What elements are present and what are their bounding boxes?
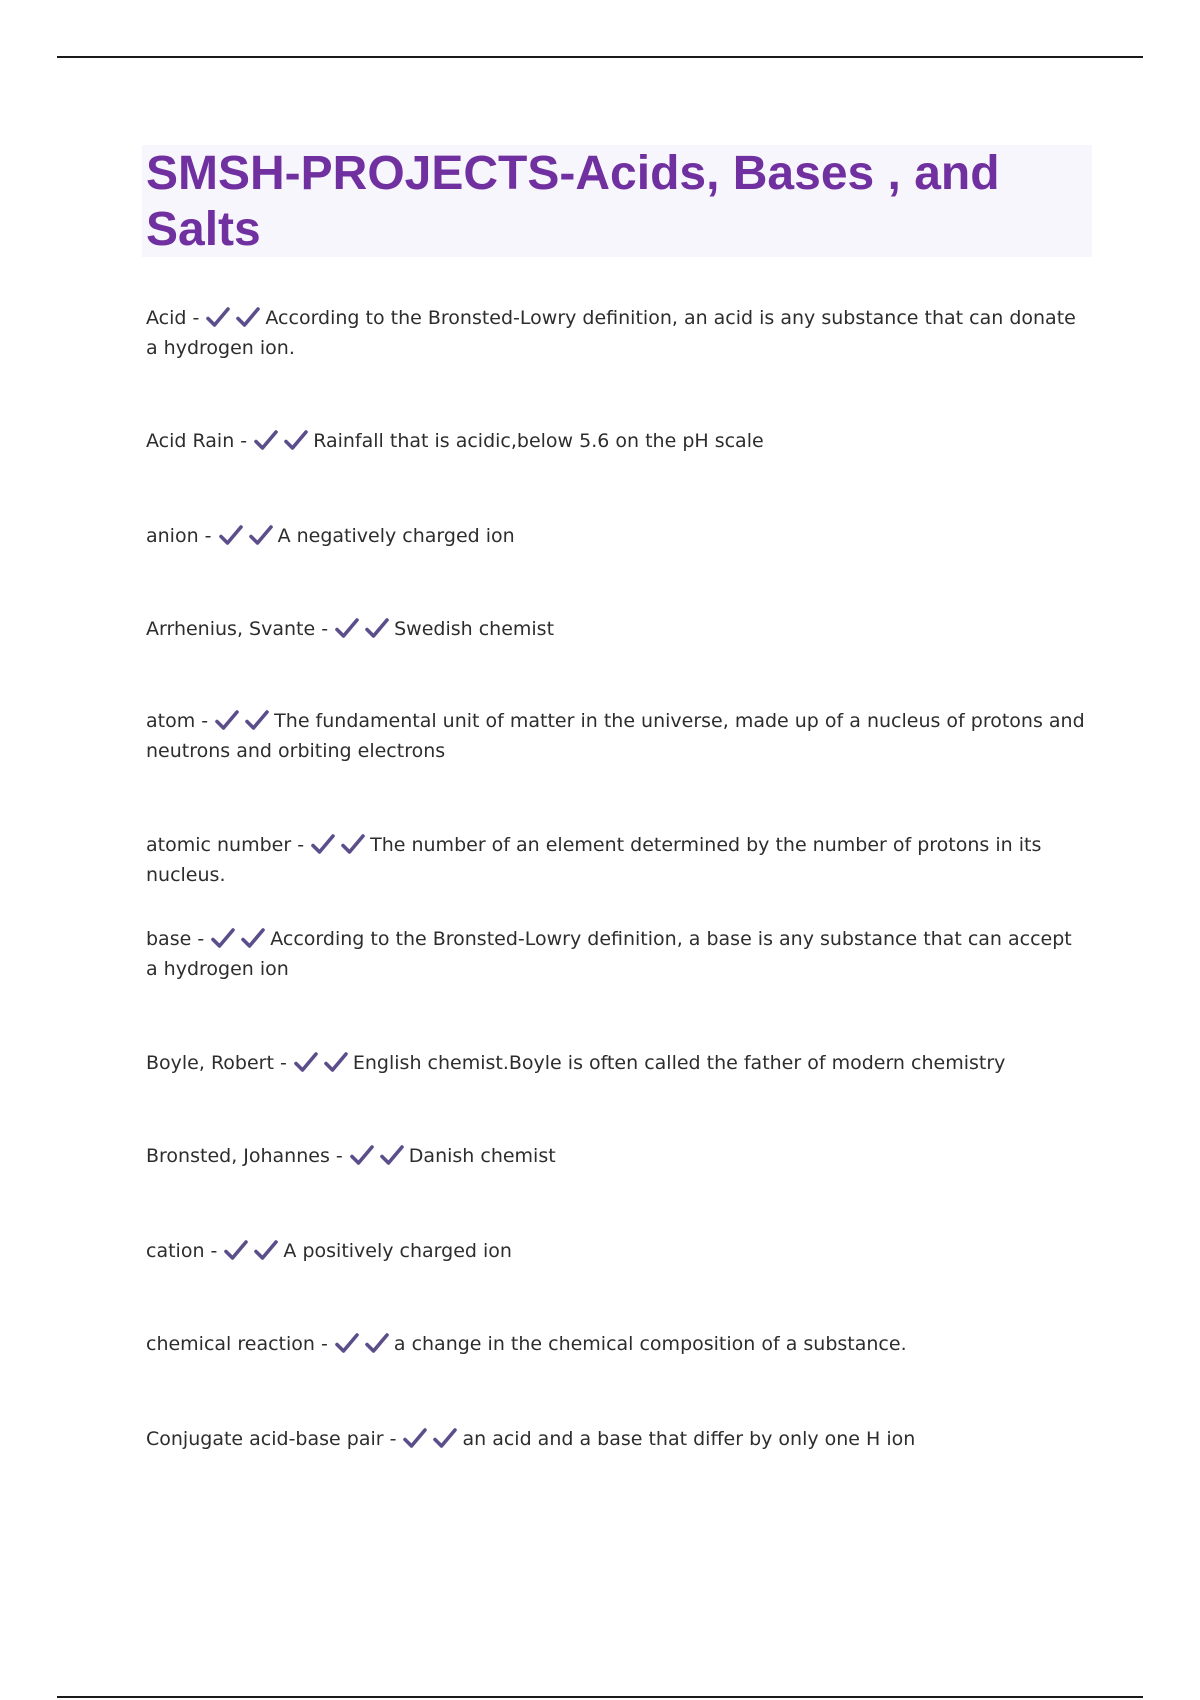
checkmark-icon (248, 524, 274, 546)
page-title: SMSH-PROJECTS-Acids, Bases , and Salts (146, 147, 1000, 256)
checkmark-icon (218, 524, 244, 546)
entry-definition: A negatively charged ion (277, 525, 515, 547)
entry-separator: - (314, 1333, 334, 1355)
entry-separator: - (186, 307, 206, 329)
entry-definition: According to the Bronsted-Lowry definition, an acid is any substance that can donate a hydrogen ion. (146, 307, 1076, 359)
checkmark-icon (364, 1332, 390, 1354)
checkmark-icon (364, 617, 390, 639)
checkmark-icon (214, 709, 240, 731)
entry-definition: A positively charged ion (283, 1240, 512, 1262)
entry-term: atom (146, 710, 196, 732)
checkmark-icon (223, 1239, 249, 1261)
entry-term: anion (146, 525, 199, 547)
entry-term: Acid Rain (146, 430, 235, 452)
entry-arrhenius (146, 614, 1086, 644)
entry-separator: - (234, 430, 254, 452)
entry-definition: Rainfall that is acidic,below 5.6 on the pH scale (313, 430, 764, 452)
checkmark-icon (283, 429, 309, 451)
checkmark-icon (323, 1051, 349, 1073)
checkmark-icon (235, 306, 261, 328)
checkmark-icon (310, 833, 336, 855)
entry-anion (146, 521, 1086, 551)
entry-definition: a change in the chemical composition of a substance. (393, 1333, 907, 1355)
entry-definition: The number of an element determined by the number of protons in its nucleus. (146, 834, 1042, 886)
checkmark-icon (349, 1144, 375, 1166)
checkmark-icon (205, 306, 231, 328)
entry-separator: - (315, 618, 335, 640)
entry-term: base (146, 928, 192, 950)
entry-term: cation (146, 1240, 205, 1262)
entry-separator: - (191, 928, 211, 950)
entry-chemical-reaction (146, 1329, 1086, 1359)
entry-term: chemical reaction (146, 1333, 315, 1355)
entry-definition: English chemist.Boyle is often called the father of modern chemistry (352, 1052, 1006, 1074)
checkmark-icon (210, 927, 236, 949)
entry-definition: Swedish chemist (394, 618, 555, 640)
entry-separator: - (195, 710, 215, 732)
entry-term: atomic number (146, 834, 292, 856)
entry-term: Boyle, Robert (146, 1052, 274, 1074)
entry-term: Arrhenius, Svante (146, 618, 316, 640)
entry-atomic-number (146, 830, 1086, 890)
entry-term: Conjugate acid-base pair (146, 1428, 384, 1450)
bottom-rule (57, 1696, 1143, 1698)
checkmark-icon (293, 1051, 319, 1073)
checkmark-icon (402, 1427, 428, 1449)
checkmark-icon (432, 1427, 458, 1449)
entry-boyle (146, 1048, 1086, 1078)
entry-conjugate-pair (146, 1424, 1086, 1454)
entry-definition: Danish chemist (408, 1145, 556, 1167)
entry-separator: - (291, 834, 311, 856)
entry-definition: According to the Bronsted-Lowry definition, a base is any substance that can accept a hydrogen ion (146, 928, 1072, 980)
title-banner (142, 145, 1092, 257)
top-rule (57, 56, 1143, 58)
entry-cation (146, 1236, 1086, 1266)
entry-acid-rain (146, 426, 1086, 456)
entry-separator: - (198, 525, 218, 547)
checkmark-icon (253, 429, 279, 451)
entry-separator: - (329, 1145, 349, 1167)
entry-base (146, 924, 1086, 984)
checkmark-icon (379, 1144, 405, 1166)
entry-bronsted (146, 1141, 1086, 1171)
entry-term: Bronsted, Johannes (146, 1145, 330, 1167)
checkmark-icon (244, 709, 270, 731)
checkmark-icon (240, 927, 266, 949)
entry-atom (146, 706, 1086, 766)
checkmark-icon (253, 1239, 279, 1261)
checkmark-icon (340, 833, 366, 855)
checkmark-icon (334, 617, 360, 639)
entry-acid (146, 303, 1086, 363)
entry-definition: The fundamental unit of matter in the universe, made up of a nucleus of protons and neutrons and orbiting electrons (146, 710, 1085, 762)
entry-term: Acid (146, 307, 187, 329)
entry-separator: - (383, 1428, 403, 1450)
checkmark-icon (334, 1332, 360, 1354)
entry-separator: - (273, 1052, 293, 1074)
entry-definition: an acid and a base that differ by only one H ion (462, 1428, 916, 1450)
entry-separator: - (204, 1240, 224, 1262)
